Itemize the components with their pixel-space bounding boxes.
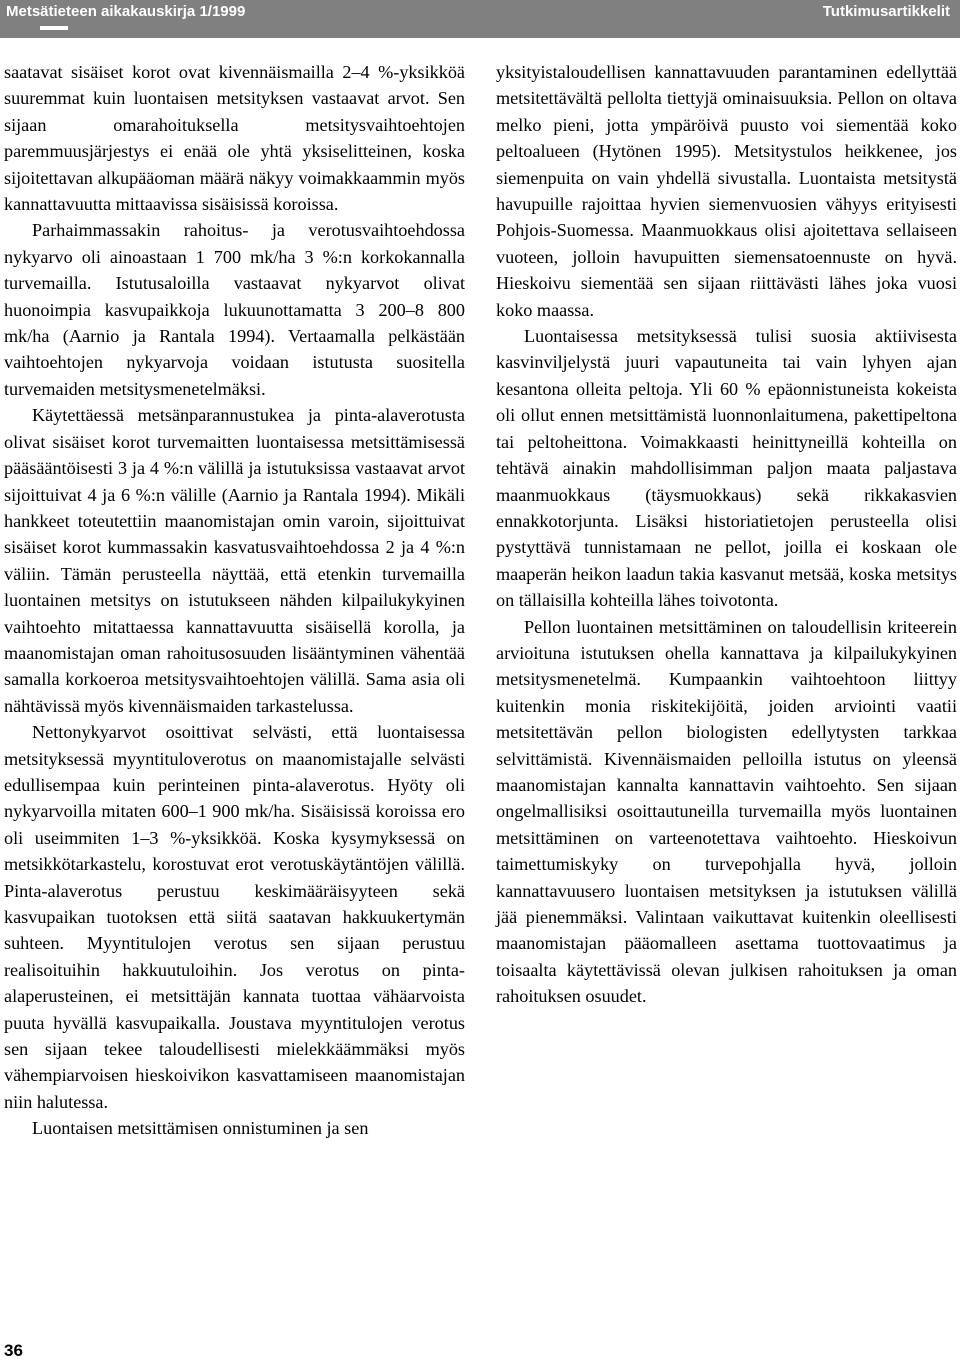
right-column: [496, 59, 957, 1010]
right-paragraph-1: yksityistaloudellisen kannattavuuden parantaminen edellyttää metsitettävältä pellolta tiettyjä ominaisuuksia. Pellon on oltava melko pieni, jotta ympäröivä puusto voi siementää koko peltoalueen (Hytönen 1995). Metsitystulos heikkenee, jos siemenpuita on vain yhdellä sivustalla. Luontaista metsitystä havupuille rajoittaa hyvien siemenvuosien vähyys erityisesti Pohjois-Suomessa. Maanmuokkaus olisi ajoitettava sellaiseen vuoteen, jolloin havupuitten siemensatoennuste on hyvä. Hieskoivu siementää sen sijaan riittävästi lähes joka vuosi koko maassa.: [496, 62, 957, 320]
left-column: [4, 59, 465, 1142]
journal-title: Metsätieteen aikakauskirja 1/1999: [6, 3, 246, 20]
left-paragraph-4: Nettonykyarvot osoittivat selvästi, että luontaisessa metsityksessä myyntituloverotus on maanomistajalle selvästi edullisempaa kuin perinteinen pinta-alaverotus. Hyöty oli nykyarvoilla mitaten 600–1 900 mk/ha. Sisäisissä koroissa ero oli useimmiten 1–3 %-yksikköä. Koska kysymyksessä on metsikkötarkastelu, korostuvat erot verotuskäytäntöjen välillä. Pinta-alaverotus perustuu keskimääräisyyteen sekä kasvupaikan tuotoksen että siitä saatavan hakkuukertymän suhteen. Myyntitulojen verotus sen sijaan perustuu realisoituihin hakkuutuloihin. Jos verotus on pinta-alaperusteinen, ei metsittäjän kannata tuottaa vähäarvoista puuta hyvällä kasvupaikalla. Joustava myyntitulojen verotus sen sijaan tekee taloudellisesti mielekkäämmäksi myös vähempiarvoisen hieskoivikon kasvattamiseen maanomistajan niin halutessa.: [4, 722, 465, 1112]
left-paragraph-2: Parhaimmassakin rahoitus- ja verotusvaihtoehdossa nykyarvo oli ainoastaan 1 700 mk/ha 3 %:n korkokannalla turvemailla. Istutusaloilla vastaavat nykyarvot olivat huonoimpia kasvupaikkoja lukuunottamatta 3 200–8 800 mk/ha (Aarnio ja Rantala 1994). Vertaamalla pelkästään vaihtoehtojen nykyarvoja voidaan istutusta suositella turvemaiden metsitysmenetelmäksi.: [4, 220, 465, 399]
left-paragraph-5: Luontaisen metsittämisen onnistuminen ja sen: [32, 1118, 369, 1139]
left-paragraph-3: Käytettäessä metsänparannustukea ja pinta-alaverotusta olivat sisäiset korot turvemaitten luontaisessa metsittämisessä pääsääntöisesti 3 ja 4 %:n välillä ja istutuksissa vastaavat arvot sijoittuivat 4 ja 6 %:n välille (Aarnio ja Rantala 1994). Mikäli hankkeet toteutettiin maanomistajan omin varoin, sijoittuivat sisäiset korot kummassakin kasvatusvaihtoehdossa 2 ja 4 %:n väliin. Tämän perusteella näyttää, että etenkin turvemailla luontainen metsitys on istutukseen nähden kilpailukykyinen vaihtoehto mitattaessa kannattavuutta sisäisellä korolla, ja maanomistajan oman rahoitusosuuden lisääntyminen vähentää samalla korkoeroa metsitysvaihtoehtojen välillä. Sama asia oli nähtävissä myös kivennäismaiden tarkastelussa.: [4, 405, 465, 716]
right-paragraph-2: Luontaisessa metsityksessä tulisi suosia aktiivisesta kasvinviljelystä juuri vapautuneita tai vain lyhyen ajan kesantona olleita peltoja. Yli 60 % epäonnistuneista kokeista oli ollut ennen metsittämistä luonnonlaitumena, pakettipeltona tai peltoheittona. Voimakkaasti heinittyneillä kohteilla on tehtävä ainakin mahdollisimman paljon maata paljastava maanmuokkaus (täysmuokkaus) sekä rikkakasvien ennakkotorjunta. Lisäksi historiatietojen perusteella olisi pystyttävä tunnistamaan ne pellot, joilla ei koskaan ole maaperän heikon laadun takia kasvanut metsää, koska metsitys on tällaisilla kohteilla lähes toivotonta.: [496, 326, 957, 611]
header-divider-mark: [40, 26, 68, 30]
section-title: Tutkimusartikkelit: [822, 3, 950, 20]
page-number: 36: [4, 1341, 23, 1360]
right-paragraph-3: Pellon luontainen metsittäminen on taloudellisin kriteerein arvioituna istutuksen ohella kannattava ja kilpailukykyinen metsitysmenetelmä. Kumpaankin vaihtoehtoon liittyy kuitenkin monia riskitekijöitä, joiden arviointi vaatii metsitettävän pellon biologisten edellytysten tarkkaa selvittämistä. Kivennäismaiden pelloilla istutus on yleensä maanomistajan kannalta kannattavin vaihtoehto. Sen sijaan ongelmallisiksi osoittautuneilla turvemailla myös luontainen metsittäminen on varteenotettava vaihtoehto. Hieskoivun taimettumiskyky on turvepohjalla hyvä, jolloin kannattavuusero luontaisen metsityksen ja istutuksen välillä jää pienemmäksi. Valintaan vaikuttavat kuitenkin oleellisesti maanomistajan pääomalleen asettama tuottovaatimus ja toisaalta käytettävissä olevan julkisen rahoituksen ja oman rahoituksen osuudet.: [496, 616, 957, 1007]
journal-header-bar: [0, 0, 960, 38]
left-paragraph-1: saatavat sisäiset korot ovat kivennäismailla 2–4 %-yksikköä suuremmat kuin luontaisen metsityksen vastaavat arvot. Sen sijaan omarahoituksella metsitysvaihtoehtojen paremmuusjärjestys ei enää ole yhtä yksiselitteinen, koska sijoitettavan alkupääoman määrä näkyy voimakkaammin myös kannattavuutta mittaavissa sisäisissä koroissa.: [4, 62, 465, 215]
